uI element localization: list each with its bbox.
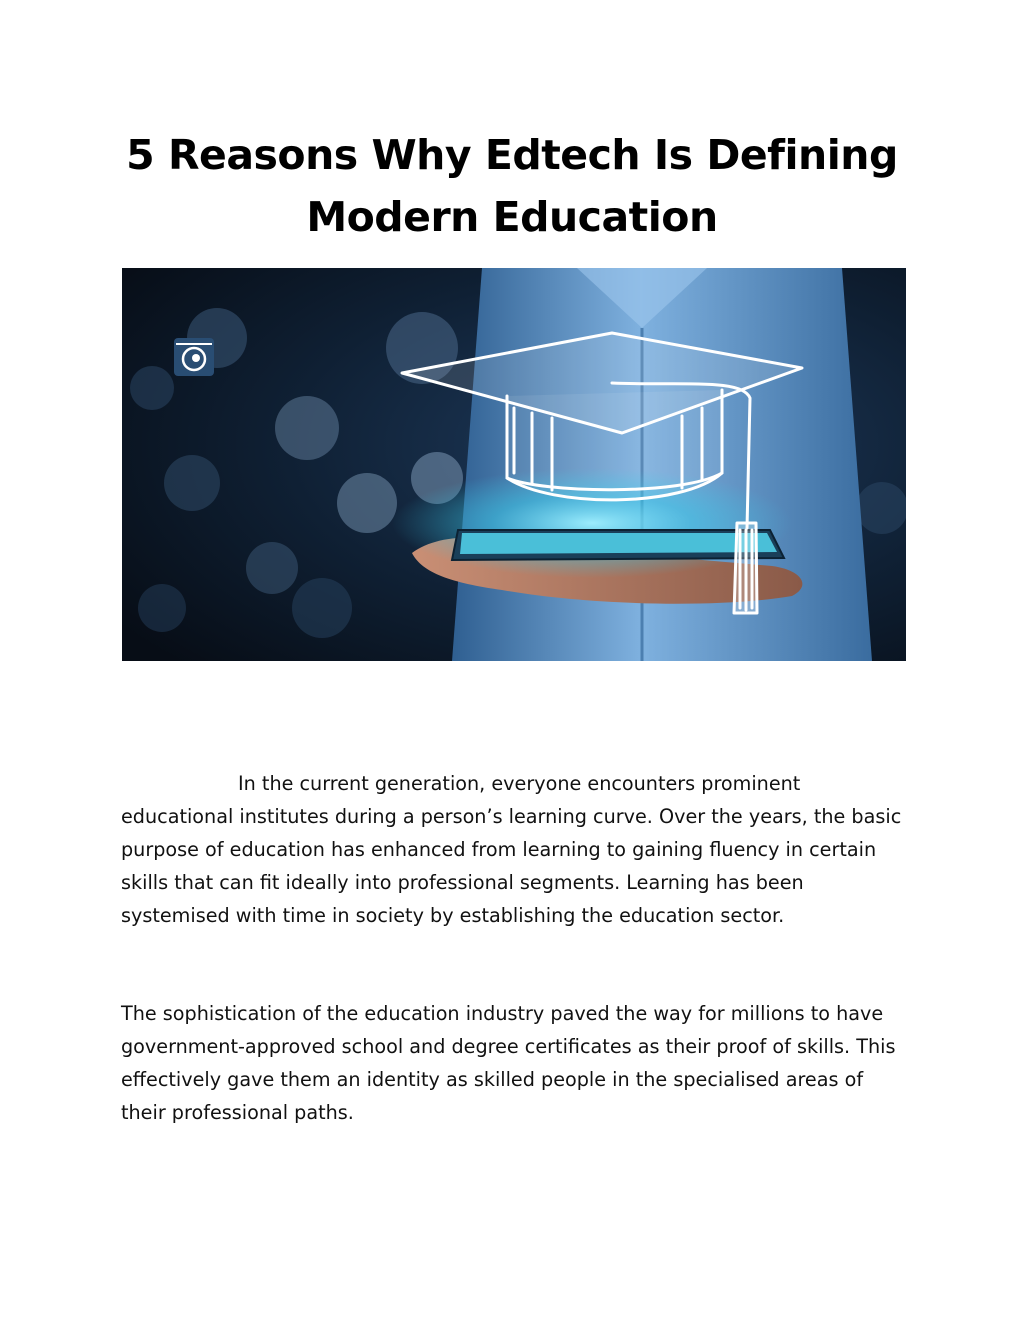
paragraph-industry: The sophistication of the education industry paved the way for millions to have government-approved school and degree certificates as their proof of skills. This effectively gave them an identity as skilled people in the specialised areas of their professional paths. bbox=[121, 1002, 896, 1124]
hero-image bbox=[122, 268, 906, 661]
paragraph-intro: In the current generation, everyone encounters prominent educational institutes during a person’s learning curve. Over the years, the basic purpose of education has enhanced from learning to gaining fluency in certain skills that can fit ideally into professional segments. Learning has been systemised with time in society by establishing the education sector. bbox=[121, 772, 902, 927]
article-title: 5 Reasons Why Edtech Is Defining Modern Education bbox=[126, 131, 898, 241]
tablet-icon bbox=[452, 530, 784, 560]
logo-badge-icon bbox=[174, 338, 214, 376]
